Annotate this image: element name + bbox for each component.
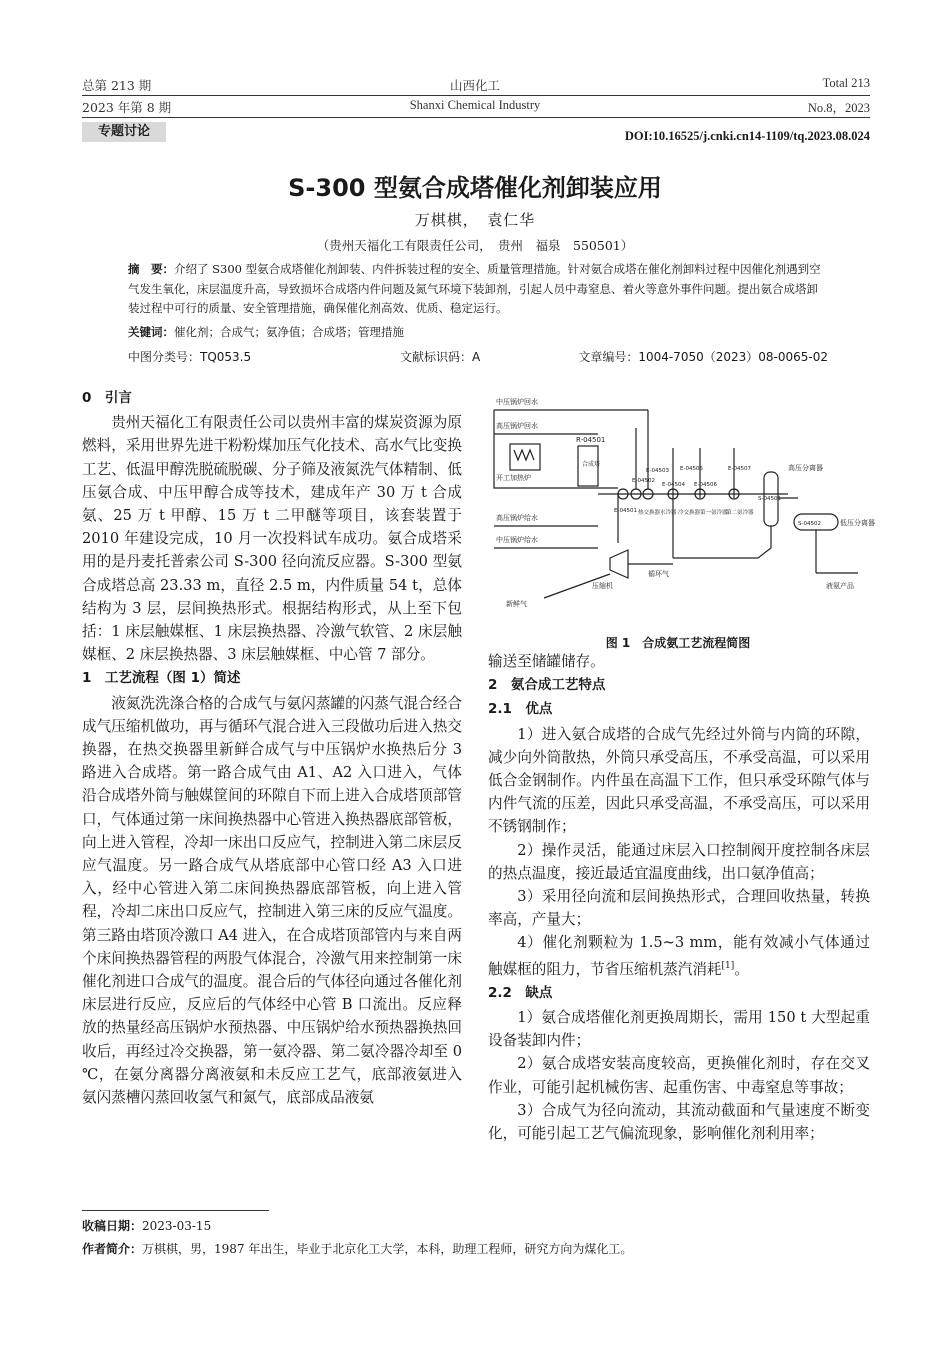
authors: 万棋棋， 袁仁华 [414,211,536,229]
section-1-paragraph-continued: 输送至储罐储存。 [488,653,605,670]
advantage-2: 2）操作灵活，能通过床层入口控制阀开度控制各床层的热点温度，接近最适宜温度曲线，出口氨净值高； [488,841,870,882]
label-lp-sep: 低压分离器 [840,519,875,527]
header-total-en: Total 213 [822,76,870,90]
section-0-paragraph: 贵州天福化工有限责任公司以贵州丰富的煤炭资源为原燃料，采用世界先进干粉粉煤加压气化技术、高水气比变换工艺、低温甲醇洗脱硫脱碳、分子筛及液氮洗气体精制、低压氨合成、中压甲醇合成等技术，建成年产 30 万 t 合成氨、25 万 t 甲醇、15 万 t 二甲醚等项目，该套装置于 2010 年建设完成，10 月一次投料试车成功。氨合成塔采用的是丹麦托普索公司 S-300 径向流反应器。S-300 型氨合成塔总高 23.33 m，直径 2.5 m，内件质量 54 t，总体结构为 3 层，层间换热形式。根据结构形式，从上至下包括：1 床层触媒框、1 床层换热器、冷激气软管、2 床层触媒框、2 床层换热器、3 床层触媒框、中心管 7 部分。 [82,414,462,664]
section-0-heading: 0 引言 [82,390,132,406]
label-e04506: E-04506 [694,482,717,488]
abstract-text: 介绍了 S300 型氨合成塔催化剂卸装、内件拆装过程的安全、质量管理措施。针对氨合成塔在催化剂卸料过程中因催化剂遇到空气发生氧化，床层温度升高，导致损坏合成塔内件问题及氮气环境下装卸剂，引起人员中毒窒息、着火等意外事件问题。提出氨合成塔卸装过程中可行的质量、安全管理措施，确保催化剂高效、优质、稳定运行。 [128,262,821,315]
section-1-paragraph: 液氮洗洗涤合格的合成气与氨闪蒸罐的闪蒸气混合经合成气压缩机做功，再与循环气混合进入三段做功后进入热交换器，在热交换器里新鲜合成气与中压锅炉水换热后分 3 路进入合成塔。第一路合成气由 A1、A2 入口进入，气体沿合成塔外筒与触媒筐间的环隙自下而上进入合成塔顶部管口，气体通过第一床间换热器中心管进入换热器底部管板，向上进入管程，冷却一床出口反应气，控制进入第二床层反应气温度。另一路合成气从塔底部中心管口经 A3 入口进入，经中心管进入第二床间换热器底部管板，向上进入管程，冷却二床出口反应气，控制进入第三床的反应气温度。第三路由塔顶冷激口 A4 进入，在合成塔顶部管内与来自两个床间换热器管程的两股气体混合，冷激气用来控制第一床催化剂进口合成气的温度。混合后的气体径向通过各催化剂床层进行反应，反应后的气体经中心管 B 口流出。反应释放的热量经高压锅炉水预热器、中压锅炉给水预热器换热回收后，再经过冷交换器，第一氨冷器、第二氨冷器冷却至 0 ℃，在氨分离器分离液氨和未反应工艺气，底部液氨进入氨闪蒸槽闪蒸回收氢气和氮气，底部成品液氨 [82,694,462,1107]
received-label: 收稿日期： [82,1219,143,1233]
citation-ref-1[interactable]: [1] [721,960,735,971]
abstract-label: 摘 要： [128,262,174,276]
keywords [128,323,828,343]
received-value: 2023-03-15 [142,1219,212,1233]
label-s04502: S-04502 [798,521,821,527]
figure-caption: 图 1 合成氨工艺流程简图 [605,636,751,650]
disadvantage-3: 3）合成气为径向流动，其流动截面和气量速度不断变化，可能引起工艺气偏流现象，影响催化剂利用率； [488,1101,870,1142]
label-recycle: 循环气 [648,570,669,578]
label-r04501: R-04501 [576,436,606,444]
label-heater: 开工加热炉 [496,474,531,482]
advantage-1: 1）进入氨合成塔的合成气先经过外筒与内筒的环隙，减少向外筒散热，外筒只承受高压，不承受高温，可以采用低合金钢制作。内件虽在高温下工作，但只承受环隙气体与内件气流的压差，因此只承受高温，不承受高压，可以采用不锈钢制作； [488,725,870,836]
heater-coil [514,450,534,460]
process-flow-diagram [488,388,875,628]
label-e04507: E-04507 [728,466,751,472]
left-column [82,386,462,1109]
label-mp-return: 中压锅炉回水 [496,398,538,406]
label-nh3-cooler1: 第一氨冷器 [700,510,728,516]
received-date [82,1217,211,1234]
footnote-rule [82,1210,269,1211]
label-hx: 热交换器 [638,510,661,516]
advantage-4-text: 4）催化剂颗粒为 1.5~3 mm，能有效减小气体通过触媒框的阻力，节省压缩机蒸汽消耗 [488,934,870,978]
label-cold-hx: 冷交换器 [678,510,701,516]
disadvantage-2: 2）氨合成塔安装高度较高，更换催化剂时，存在交叉作业，可能引起机械伤害、起重伤害、中毒窒息等事故； [488,1055,870,1096]
label-nh3-cooler2: 第二氨冷器 [726,510,754,516]
affiliation: （贵州天福化工有限责任公司， 贵州 福泉 550501） [316,238,634,253]
article-number: 文章编号：1004-7050（2023）08-0065-02 [578,350,828,364]
label-e04504: E-04504 [662,482,685,488]
label-e04503: E-04503 [646,468,669,474]
section-tag: 专题讨论 [82,122,166,142]
label-e04501: E-04501 [614,508,637,514]
header-rule-top [82,95,870,96]
header-issue-cn: 2023 年第 8 期 [82,100,172,115]
section-2-heading: 2 氨合成工艺特点 [488,677,606,694]
header-journal-cn: 山西化工 [449,78,500,93]
right-column [488,650,870,1145]
label-tower: 合成塔 [582,461,601,468]
header-rule-bottom [82,117,870,118]
label-s04501: S-04501 [758,496,781,502]
section-2-2-heading: 2.2 缺点 [488,984,553,1001]
advantage-4 [488,931,870,980]
label-compressor: 压缩机 [592,582,613,590]
label-fresh-gas: 新鲜气 [506,600,527,608]
section-2-1-heading: 2.1 优点 [488,701,553,718]
header-issue-en: No.8，2023 [807,101,870,115]
keywords-label: 关键词： [128,325,174,339]
clc-number: 中图分类号：TQ053.5 [128,350,252,364]
bio-label: 作者简介： [82,1242,143,1256]
label-mp-feed: 中压锅炉给水 [496,536,538,544]
label-water-cooler: 水冷器 [660,510,677,516]
document-code: 文献标识码：A [400,350,481,364]
label-hp-feed: 高压锅炉给水 [496,514,538,522]
advantage-4-end: 。 [734,960,749,978]
label-hp-sep: 高压分离器 [788,464,823,472]
label-liquid-nh3: 液氨产品 [826,582,854,590]
doi[interactable]: DOI:10.16525/j.cnki.cn14-1109/tq.2023.08.024 [624,129,870,143]
abstract [128,260,828,319]
paper-title: S-300 型氨合成塔催化剂卸装应用 [288,174,662,202]
header-journal-en: Shanxi Chemical Industry [409,98,541,112]
advantage-3: 3）采用径向流和层间换热形式，合理回收热量，转换率高，产量大； [488,888,870,929]
label-hp-return: 高压锅炉回水 [496,422,538,430]
disadvantage-1: 1）氨合成塔催化剂更换周期长，需用 150 t 大型起重设备装卸内件； [488,1008,870,1050]
label-e04502: E-04502 [632,478,655,484]
header-total-cn: 总第 213 期 [82,78,152,93]
keywords-text: 催化剂；合成气；氨净值；合成塔；管理措施 [174,325,404,339]
bio-text: 万棋棋，男，1987 年出生，毕业于北京化工大学，本科，助理工程师，研究方向为煤化工。 [142,1242,633,1256]
label-e04505: E-04505 [680,466,703,472]
author-bio [82,1240,632,1257]
compressor-shape [610,550,628,578]
section-1-heading: 1 工艺流程（图 1）简述 [82,670,241,687]
